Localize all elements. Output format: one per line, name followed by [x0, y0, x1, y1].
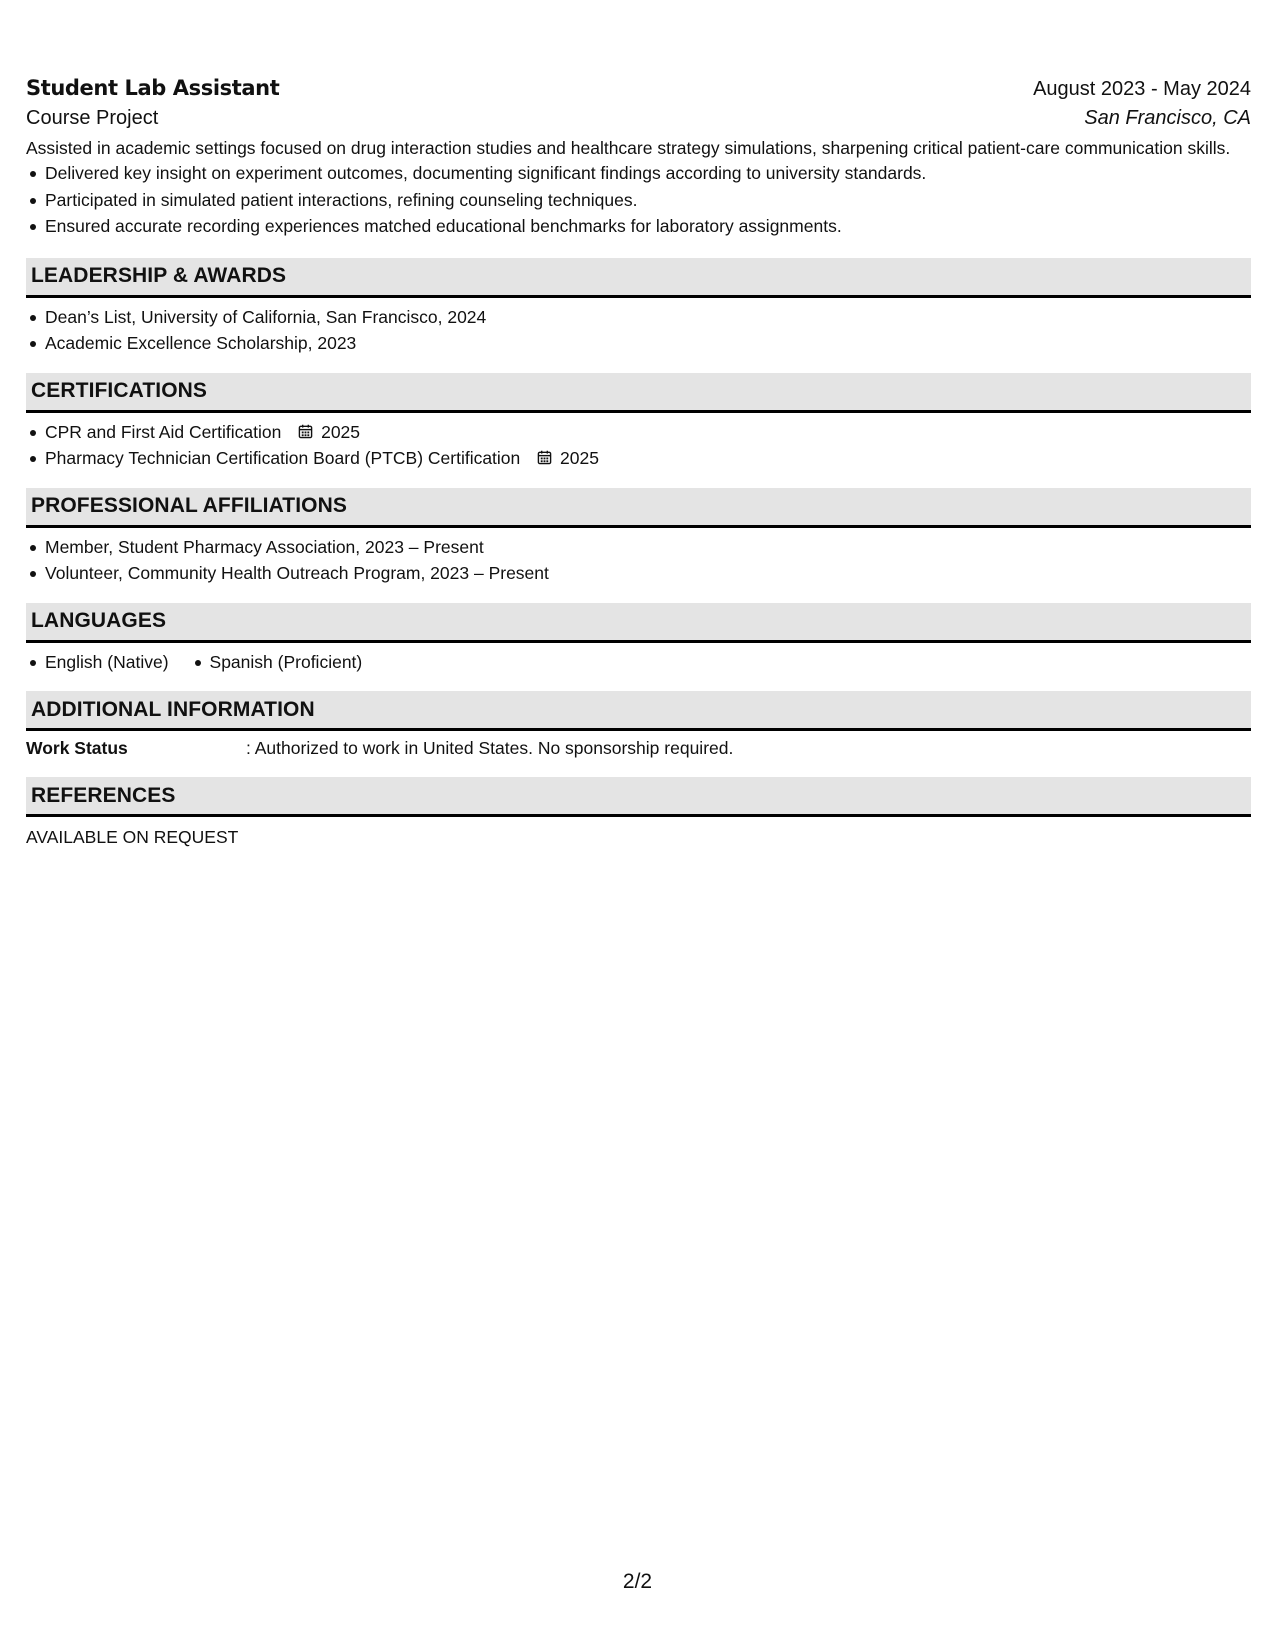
list-item: Delivered key insight on experiment outcomes, documenting significant findings according to university standards. [26, 160, 1251, 187]
experience-title: Student Lab Assistant [26, 76, 280, 100]
list-item: Volunteer, Community Health Outreach Program, 2023 – Present [26, 560, 1251, 587]
list-item: Participated in simulated patient interactions, refining counseling techniques. [26, 187, 1251, 214]
experience-dates: August 2023 - May 2024 [1033, 78, 1251, 100]
page-number: 2/2 [622, 1570, 653, 1593]
calendar-icon [298, 424, 313, 439]
language-item: Spanish (Proficient) [191, 649, 363, 676]
references-text: AVAILABLE ON REQUEST [26, 827, 239, 847]
certification-item [26, 419, 1251, 446]
certification-year: 2025 [321, 421, 361, 442]
language-item: English (Native) [26, 649, 169, 676]
experience-bullets [26, 160, 1251, 240]
list-item: Dean’s List, University of California, San Francisco, 2024 [26, 304, 1251, 331]
section-heading-affiliations: PROFESSIONAL AFFILIATIONS [26, 488, 1251, 528]
section-heading-additional: ADDITIONAL INFORMATION [26, 691, 1251, 731]
list-item: Ensured accurate recording experiences matched educational benchmarks for laboratory assignments. [26, 213, 1251, 240]
experience-description: Assisted in academic settings focused on drug interaction studies and healthcare strategy simulations, sharpening critical patient-care communication skills. [26, 138, 1231, 158]
experience-entry [26, 76, 1251, 240]
work-status-value: : Authorized to work in United States. No sponsorship required. [246, 738, 734, 758]
list-item: Academic Excellence Scholarship, 2023 [26, 330, 1251, 357]
affiliations-list [26, 534, 1251, 587]
section-heading-languages: LANGUAGES [26, 603, 1251, 643]
certification-year: 2025 [560, 448, 599, 468]
certifications-list [26, 419, 1251, 472]
section-heading-leadership: LEADERSHIP & AWARDS [26, 258, 1251, 298]
section-heading-references: REFERENCES [26, 777, 1251, 817]
experience-subtitle: Course Project [26, 107, 159, 129]
leadership-list [26, 304, 1251, 357]
resume-page [26, 76, 1251, 848]
languages-list [26, 649, 1251, 676]
section-heading-certifications: CERTIFICATIONS [26, 373, 1251, 413]
work-status-row [26, 735, 1251, 761]
certification-name: CPR and First Aid Certification [45, 421, 282, 442]
experience-header [26, 76, 1251, 101]
experience-location: San Francisco, CA [1084, 107, 1251, 129]
certification-name: Pharmacy Technician Certification Board (PTCB) Certification [45, 448, 521, 468]
work-status-label: Work Status [26, 738, 128, 758]
list-item: Member, Student Pharmacy Association, 2023 – Present [26, 534, 1251, 561]
calendar-icon [537, 450, 552, 465]
certification-item [26, 445, 1251, 472]
experience-subheader [26, 101, 1251, 130]
